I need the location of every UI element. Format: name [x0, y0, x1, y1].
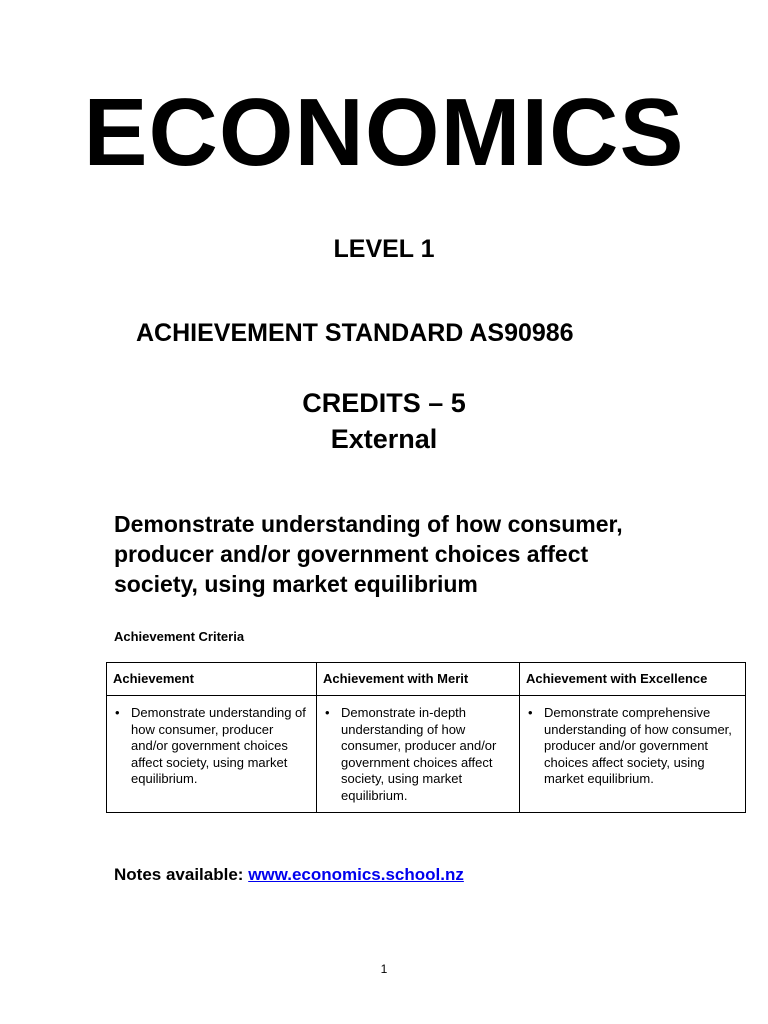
criteria-text-achievement: Demonstrate understanding of how consumer, producer and/or government choices affect society, using market equilibrium. — [131, 705, 306, 786]
header-achievement: Achievement — [107, 663, 317, 696]
bullet-icon: • — [528, 705, 533, 720]
list-item — [323, 705, 513, 804]
criteria-label: Achievement Criteria — [114, 629, 245, 644]
standard-heading: ACHIEVEMENT STANDARD AS90986 — [136, 319, 574, 347]
cell-excellence — [520, 696, 746, 813]
criteria-row — [107, 696, 746, 813]
standard-description: Demonstrate understanding of how consumer, producer and/or government choices affect society, using market equilibrium — [114, 511, 623, 597]
bullet-icon: • — [115, 705, 120, 720]
notes-link[interactable]: www.economics.school.nz — [248, 865, 464, 884]
notes-label: Notes available: — [114, 865, 244, 884]
criteria-table — [106, 662, 746, 813]
header-merit: Achievement with Merit — [317, 663, 520, 696]
criteria-text-merit: Demonstrate in-depth understanding of how consumer, producer and/or government choices affect society, using market equilibrium. — [341, 705, 497, 803]
document-title: ECONOMICS — [83, 79, 685, 186]
credits-heading: CREDITS – 5 — [302, 388, 466, 418]
notes-line — [114, 864, 464, 886]
criteria-header-row — [107, 663, 746, 696]
list-item — [113, 705, 310, 788]
cell-merit — [317, 696, 520, 813]
header-excellence: Achievement with Excellence — [520, 663, 746, 696]
page-number: 1 — [380, 962, 388, 976]
criteria-text-excellence: Demonstrate comprehensive understanding of how consumer, producer and/or government choices affect society, using market equilibrium. — [544, 705, 732, 786]
cell-achievement — [107, 696, 317, 813]
level-heading: LEVEL 1 — [333, 235, 435, 263]
assessment-type-heading: External — [330, 424, 438, 454]
list-item — [526, 705, 739, 788]
bullet-icon: • — [325, 705, 330, 720]
